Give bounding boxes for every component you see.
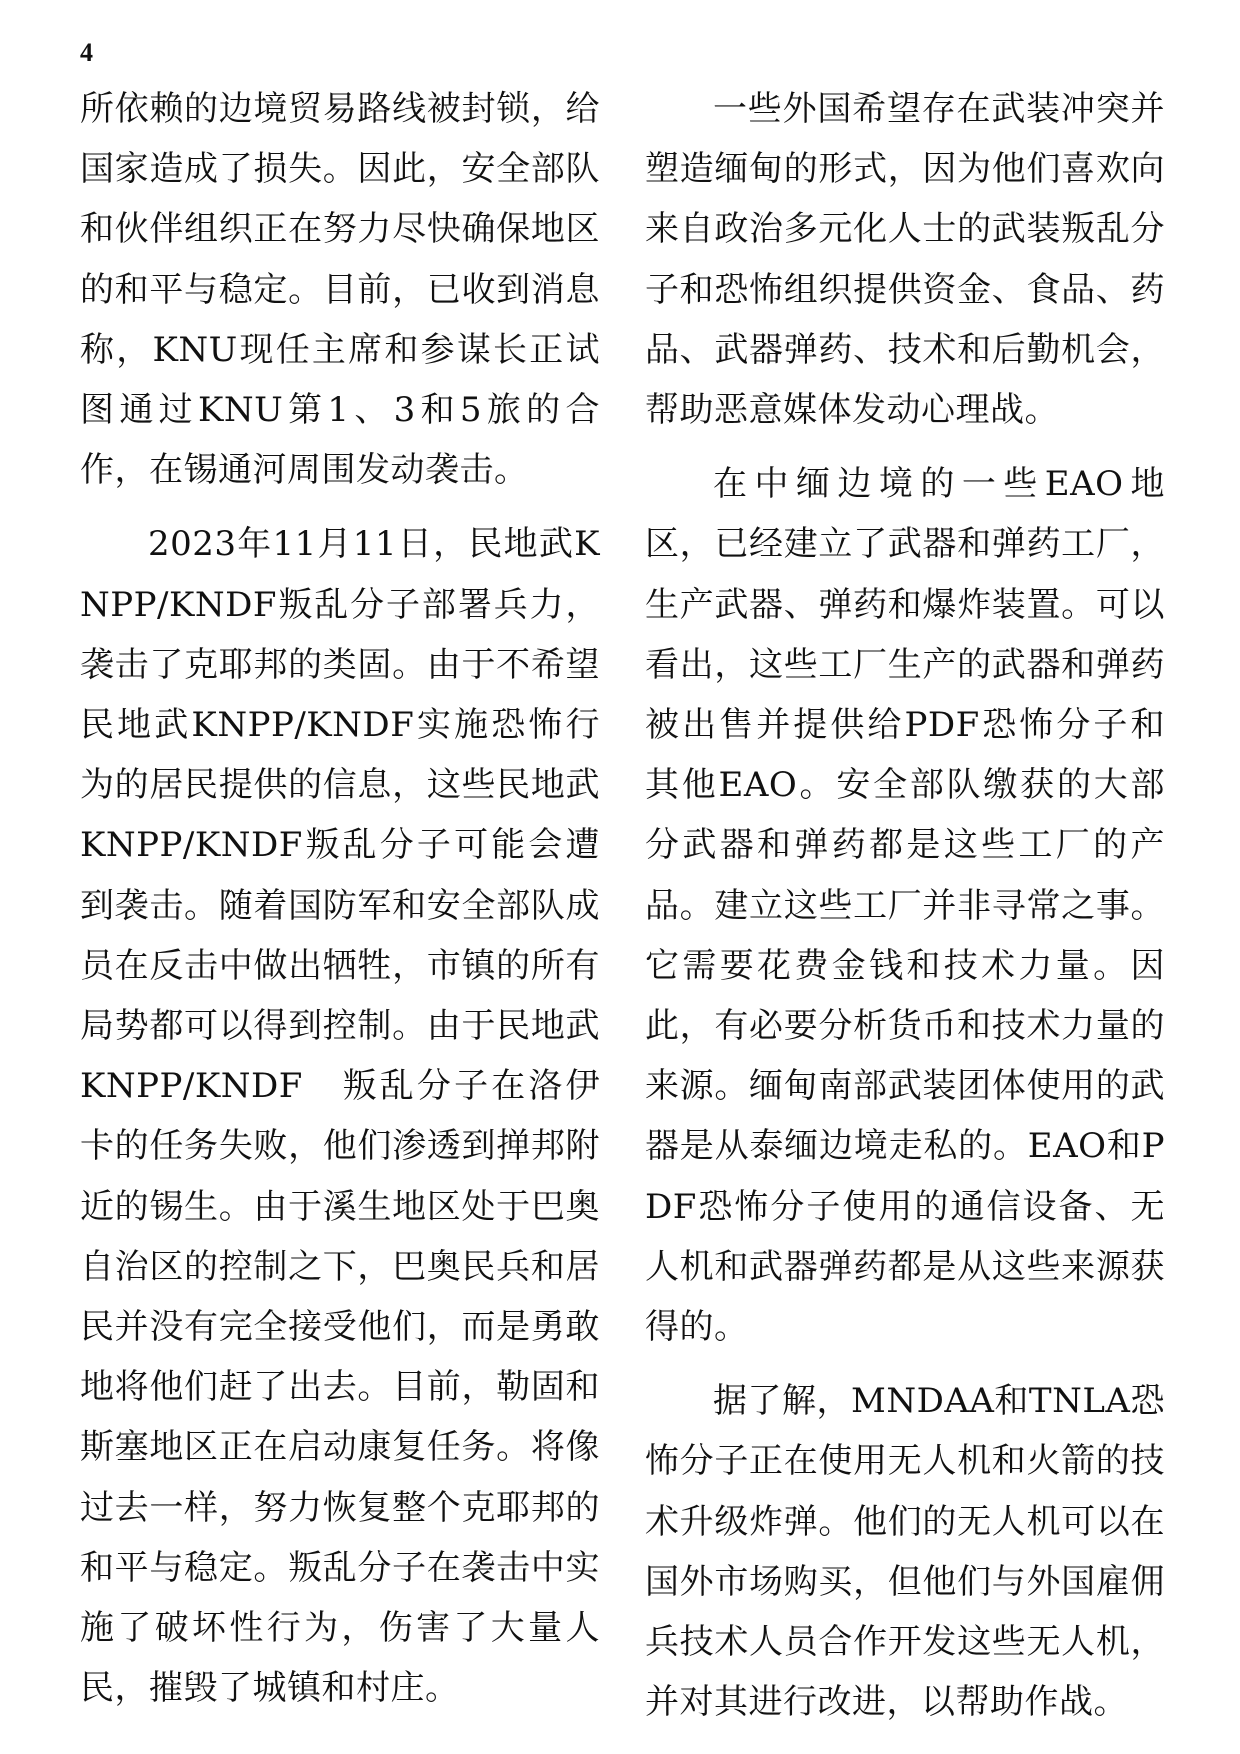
paragraph: 在中缅边境的一些EAO地区，已经建立了武器和弹药工厂，生产武器、弹药和爆炸装置。可以看出，这些工厂生产的武器和弹药被出售并提供给PDF恐怖分子和其他EAO。安全部队缴获的大部分武器和弹药都是这些工厂的产品。建立这些工厂并非寻常之事。它需要花费金钱和技术力量。因此，有必要分析货币和技术力量的来源。缅甸南部武装团体使用的武器是从泰缅边境走私的。EAO和PDF恐怖分子使用的通信设备、无人机和武器弹药都是从这些来源获得的。 — [645, 464, 1165, 1348]
paragraph: 2023年11月11日，民地武KNPP/KNDF叛乱分子部署兵力，袭击了克耶邦的类固。由于不希望民地武KNPP/KNDF实施恐怖行为的居民提供的信息，这些民地武KNPP/KNDF叛乱分子可能会遭到袭击。随着国防军和安全部队成员在反击中做出牺牲，市镇的所有局势都可以得到控制。由于民地武KNPP/KNDF 叛乱分子在洛伊卡的任务失败，他们渗透到掸邦附近的锡生。由于溪生地区处于巴奥自治区的控制之下，巴奥民兵和居民并没有完全接受他们，而是勇敢地将他们赶了出去。目前，勒固和斯塞地区正在启动康复任务。将像过去一样，努力恢复整个克耶邦的和平与稳定。叛乱分子在袭击中实施了破坏性行为，伤害了大量人民，摧毁了城镇和村庄。 — [80, 524, 600, 1709]
paragraph: 所依赖的边境贸易路线被封锁，给国家造成了损失。因此，安全部队和伙伴组织正在努力尽快确保地区的和平与稳定。目前，已收到消息称，KNU现任主席和参谋长正试图通过KNU第1、3和5旅的合作，在锡通河周围发动袭击。 — [80, 89, 600, 491]
paragraph: 一些外国希望存在武装冲突并塑造缅甸的形式，因为他们喜欢向来自政治多元化人士的武装叛乱分子和恐怖组织提供资金、食品、药品、武器弹药、技术和后勤机会，帮助恶意媒体发动心理战。 — [645, 89, 1165, 431]
right-column — [645, 79, 1165, 1746]
left-column — [80, 79, 600, 1732]
paragraph: 据了解，MNDAA和TNLA恐怖分子正在使用无人机和火箭的技术升级炸弹。他们的无人机可以在国外市场购买，但他们与外国雇佣兵技术人员合作开发这些无人机，并对其进行改进，以帮助作战。 — [645, 1381, 1165, 1723]
page-number: 4 — [80, 38, 93, 67]
